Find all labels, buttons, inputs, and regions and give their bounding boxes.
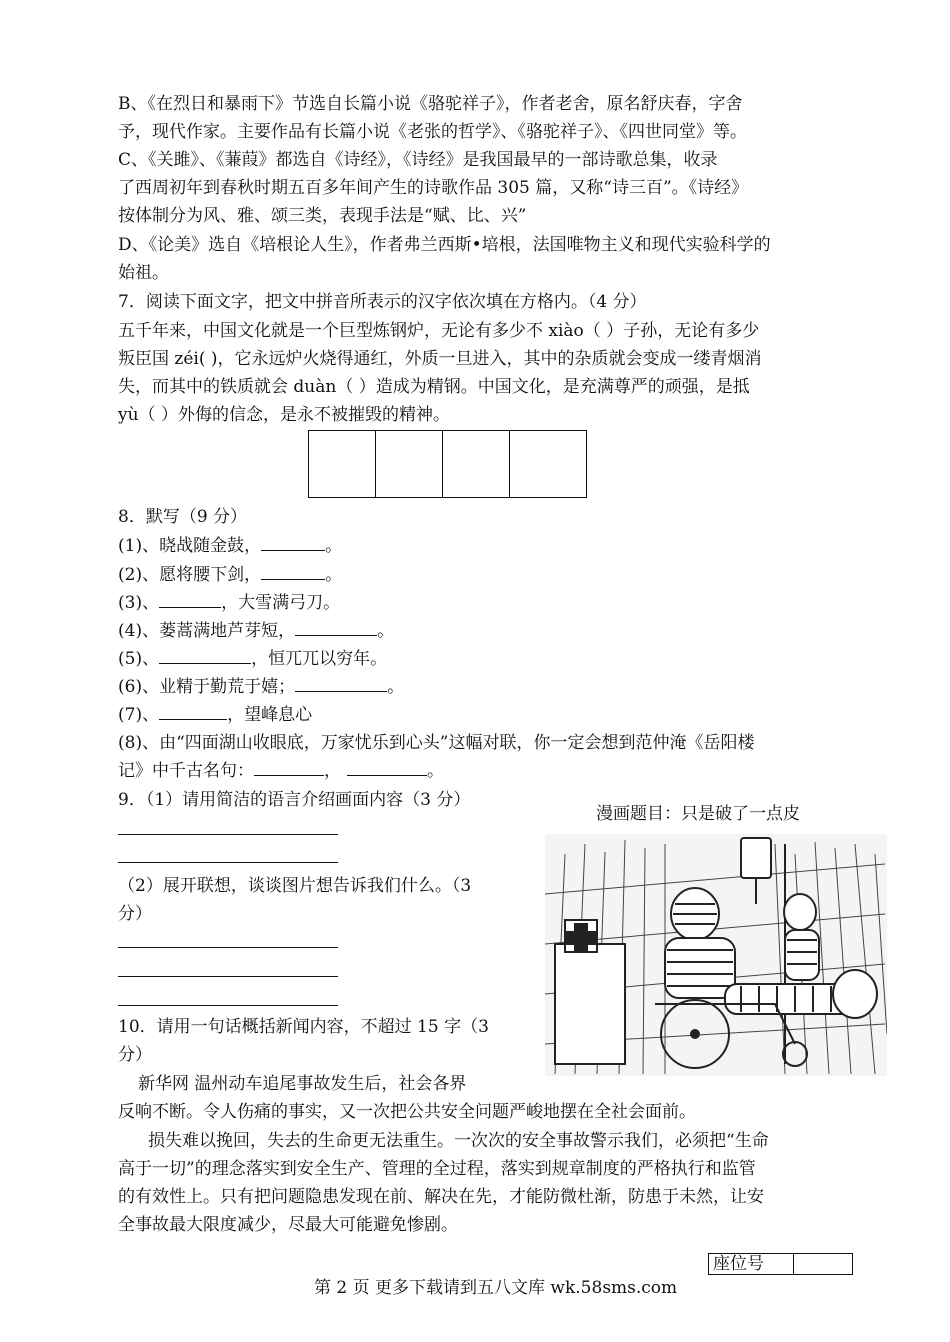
fill-blank[interactable] xyxy=(159,703,227,720)
news-line6: 全事故最大限度减少，尽最大可能避免惨剧。 xyxy=(118,1215,458,1235)
passage-line4: yù（ ）外侮的信念，是永不被摧毁的精神。 xyxy=(118,405,450,425)
recite-prompt: 记》中千古名句： xyxy=(118,761,254,781)
seat-input[interactable] xyxy=(794,1254,853,1275)
recite-item-7 xyxy=(118,701,312,729)
recite-end: 。 xyxy=(387,677,405,697)
cartoon-image xyxy=(545,834,887,1076)
fill-blank[interactable] xyxy=(159,647,251,664)
answer-grid xyxy=(308,430,587,498)
recite-end: 。 xyxy=(325,536,343,556)
recite-item-2 xyxy=(118,561,342,589)
fill-blank[interactable] xyxy=(295,675,387,692)
news-line1: 新华网 温州动车追尾事故发生后，社会各界 xyxy=(138,1074,467,1094)
bandaged-friend xyxy=(784,894,819,980)
question-8-title: 8．默写（9 分） xyxy=(118,507,248,527)
passage-line2: 叛臣国 zéi( )，它永远炉火烧得通红，外质一旦进入，其中的杂质就会变成一缕青烟消 xyxy=(118,349,762,369)
fill-blank[interactable] xyxy=(261,534,325,551)
answer-cell-1[interactable] xyxy=(309,431,376,498)
question-7-title: 7．阅读下面文字，把文中拼音所表示的汉字依次填在方格内。（4 分） xyxy=(118,292,647,312)
recite-prompt: (5)、 xyxy=(118,649,160,669)
recite-end: 。 xyxy=(325,565,343,585)
recite-end: ，大雪满弓刀。 xyxy=(221,593,341,613)
recite-prompt: (7)、 xyxy=(118,705,160,725)
question-10-title-cont: 分） xyxy=(118,1045,152,1065)
option-b-line1: B、《在烈日和暴雨下》节选自长篇小说《骆驼祥子》，作者老舍，原名舒庆春，字舍 xyxy=(118,94,743,114)
cartoon-title: 漫画题目：只是破了一点皮 xyxy=(596,804,800,824)
recite-item-4 xyxy=(118,617,394,645)
recite-item-6 xyxy=(118,673,404,701)
recite-sep: ， xyxy=(324,761,341,781)
recite-prompt: (4)、蒌蒿满地芦芽短， xyxy=(118,621,296,641)
recite-prompt: (3)、 xyxy=(118,593,160,613)
page-footer: 第 2 页 更多下载请到五八文库 wk.58sms.com xyxy=(314,1278,678,1298)
news-line2: 反响不断。令人伤痛的事实，又一次把公共安全问题严峻地摆在全社会面前。 xyxy=(118,1102,696,1122)
recite-end: 。 xyxy=(377,621,395,641)
recite-item-5 xyxy=(118,645,387,673)
option-d-line2: 始祖。 xyxy=(118,263,169,283)
recite-item-1 xyxy=(118,532,342,560)
news-line3: 损失难以挽回，失去的生命更无法重生。一次次的安全事故警示我们，必须把“生命 xyxy=(148,1131,769,1151)
recite-prompt: (1)、晓战随金鼓， xyxy=(118,536,262,556)
recite-item-8: (8)、由“四面湖山收眼底，万家忧乐到心头”这幅对联，你一定会想到范仲淹《岳阳楼 xyxy=(118,733,755,753)
recite-end: ，望峰息心 xyxy=(227,705,313,725)
option-b-line2: 予，现代作家。主要作品有长篇小说《老张的哲学》、《骆驼祥子》、《四世同堂》等。 xyxy=(118,122,747,142)
answer-line[interactable] xyxy=(118,976,338,977)
fill-blank[interactable] xyxy=(295,619,377,636)
answer-line[interactable] xyxy=(118,1005,338,1006)
answer-cell-2[interactable] xyxy=(376,431,443,498)
fill-blank[interactable] xyxy=(347,759,427,776)
question-9-part2: （2）展开联想，谈谈图片想告诉我们什么。（3 xyxy=(118,876,472,896)
fill-blank[interactable] xyxy=(254,759,324,776)
option-c-line1: C、《关雎》、《蒹葭》都选自《诗经》，《诗经》是我国最早的一部诗歌总集，收录 xyxy=(118,150,718,170)
news-line4: 高于一切”的理念落实到安全生产、管理的全过程，落实到规章制度的严格执行和监管 xyxy=(118,1159,756,1179)
seat-number-box xyxy=(708,1253,853,1275)
option-c-line2: 了西周初年到春秋时期五百多年间产生的诗歌作品 305 篇，又称“诗三百”。《诗经》 xyxy=(118,178,749,198)
fill-blank[interactable] xyxy=(261,563,325,580)
option-c-line3: 按体制分为风、雅、颂三类，表现手法是“赋、比、兴” xyxy=(118,206,527,226)
answer-line[interactable] xyxy=(118,862,338,863)
question-9-part2-cont: 分） xyxy=(118,904,152,924)
question-10-title: 10．请用一句话概括新闻内容，不超过 15 字（3 xyxy=(118,1017,489,1037)
recite-item-8-cont xyxy=(118,757,444,785)
answer-line[interactable] xyxy=(118,947,338,948)
seat-label: 座位号 xyxy=(709,1254,794,1275)
recite-prompt: (6)、业精于勤荒于嬉； xyxy=(118,677,296,697)
option-d-line1: D、《论美》选自《培根论人生》，作者弗兰西斯•培根，法国唯物主义和现代实验科学的 xyxy=(118,235,771,255)
passage-line3: 失，而其中的铁质就会 duàn（ ）造成为精钢。中国文化，是充满尊严的顽强，是抵 xyxy=(118,377,750,397)
recite-end: 。 xyxy=(427,761,444,781)
fill-blank[interactable] xyxy=(159,591,221,608)
answer-cell-4[interactable] xyxy=(510,431,587,498)
recite-end: ，恒兀兀以穷年。 xyxy=(251,649,388,669)
answer-line[interactable] xyxy=(118,834,338,835)
passage-line1: 五千年来，中国文化就是一个巨型炼钢炉，无论有多少不 xiào（ ）子孙，无论有多少 xyxy=(118,321,760,341)
answer-cell-3[interactable] xyxy=(443,431,510,498)
news-line5: 的有效性上。只有把问题隐患发现在前、解决在先，才能防微杜渐，防患于未然，让安 xyxy=(118,1187,764,1207)
recite-item-3 xyxy=(118,589,340,617)
recite-prompt: (2)、愿将腰下剑， xyxy=(118,565,262,585)
question-9-part1: 9．（1）请用简洁的语言介绍画面内容（3 分） xyxy=(118,790,471,810)
